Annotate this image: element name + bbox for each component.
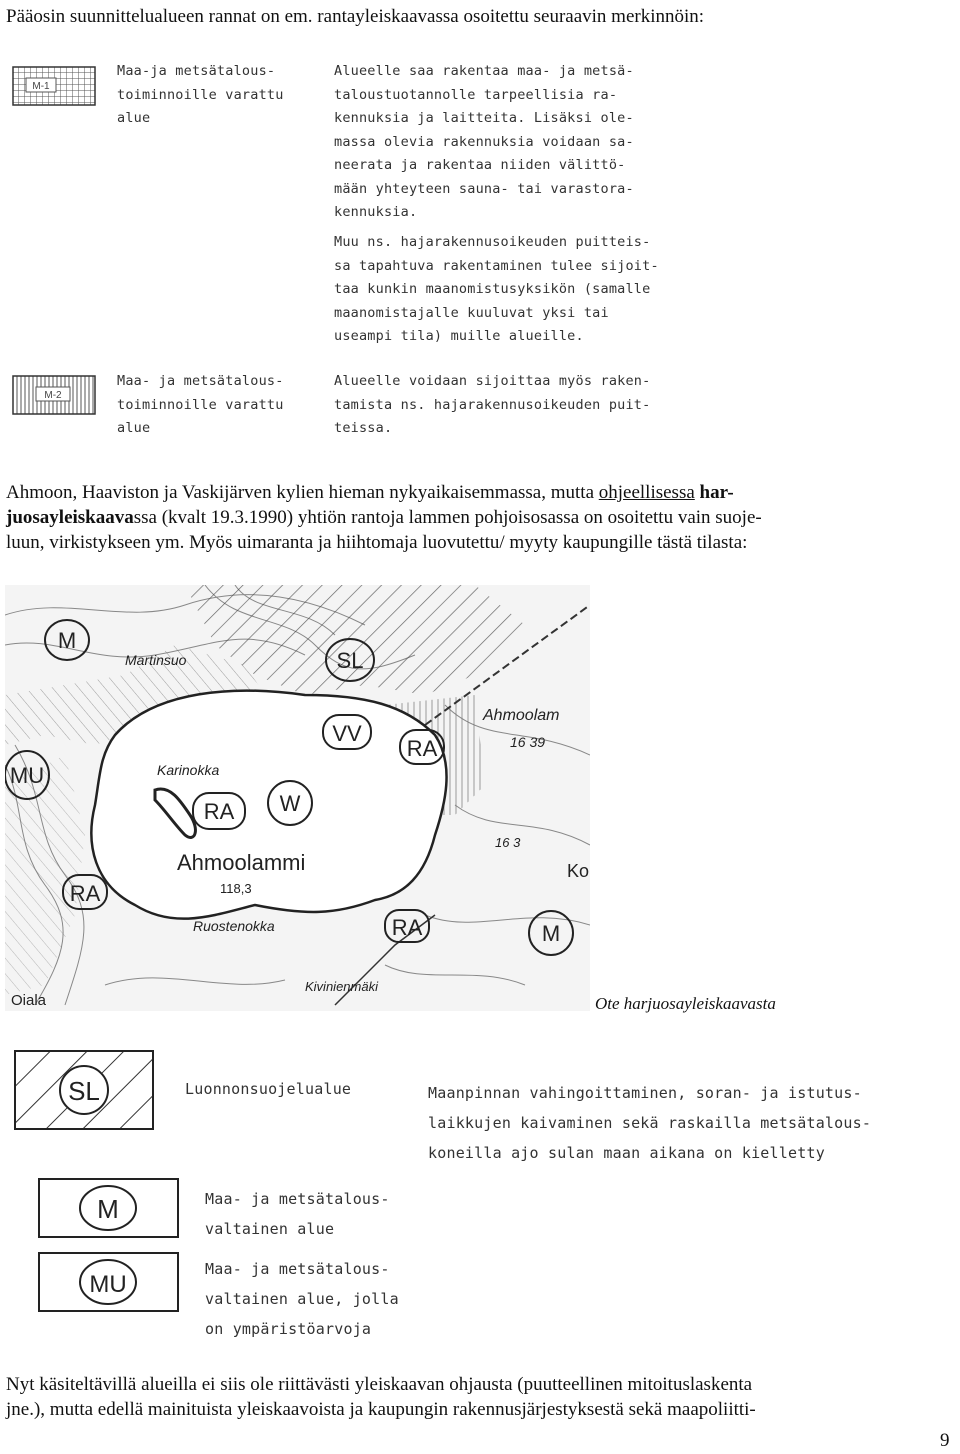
legend-m1-description-2 — [334, 231, 659, 349]
legend-m2-desc-line: tamista ns. hajarakennusoikeuden puit- — [334, 396, 651, 413]
paragraph-1-line3: luun, virkistykseen ym. Myös uimaranta ja hiihtomaja luovutettu/ myyty kaupungille tästä tilasta: — [6, 532, 748, 553]
legend-m1-desc2-line: maanomistajalle kuuluvat yksi tai — [334, 304, 609, 321]
legend-m1-name — [117, 60, 284, 131]
legend-m1-desc2-line: useampi tila) muille alueille. — [334, 328, 584, 344]
paragraph-1-bold-b: juosayleiskaava — [6, 507, 134, 528]
paragraph-1-underlined: ohjeellisessa — [598, 482, 695, 503]
map-label-karinokka: Karinokka — [157, 762, 220, 778]
legend-m2-name — [117, 370, 284, 441]
legend-m2-name-line: Maa- ja metsätalous- — [117, 373, 284, 389]
legend-m1-desc-line: Alueelle saa rakentaa maa- ja metsä- — [334, 63, 634, 79]
legend-m1-name-line: toiminnoille varattu — [117, 86, 284, 103]
plan-map — [5, 585, 590, 1011]
paragraph-1-text-a: Ahmoon, Haaviston ja Vaskijärven kylien hieman nykyaikaisemmassa, mutta — [6, 482, 599, 503]
intro-line: Pääosin suunnittelualueen rannat on em. rantayleiskaavassa osoitettu seuraavin merkinnöin: — [6, 6, 705, 27]
legend-m-symbol — [38, 1178, 179, 1238]
map-label-ahmoolam: Ahmoolam — [483, 707, 560, 724]
legend-m1-code: M-1 — [32, 81, 50, 92]
map-code-sl: SL — [336, 648, 364, 673]
legend-m1-desc-line: neerata ja rakentaa niiden välittö- — [334, 157, 626, 173]
legend-m1-symbol — [12, 66, 96, 106]
legend-m1-desc2-line: Muu ns. hajarakennusoikeuden puitteis- — [334, 234, 651, 250]
legend-sl-code: SL — [68, 1076, 100, 1106]
legend-m-name-line: Maa- ja metsätalous- — [205, 1190, 390, 1208]
legend-sl-name: Luonnonsuojelualue — [185, 1080, 352, 1098]
map-label-kivinienmaki: Kivinienmäki — [305, 979, 378, 994]
page-number: 9 — [940, 1430, 950, 1451]
legend-m1-desc-line: mään yhteyteen sauna- tai varastora- — [334, 180, 634, 197]
legend-sl-desc-line: laikkujen kaivaminen sekä raskailla metsätalous- — [428, 1114, 872, 1132]
legend-m1-desc2-line: sa tapahtuva rakentaminen tulee sijoit- — [334, 257, 659, 274]
legend-sl-desc-line: Maanpinnan vahingoittaminen, soran- ja istutus- — [428, 1084, 862, 1102]
legend-m1-description — [334, 60, 634, 225]
map-label-martinsuo: Martinsuo — [125, 652, 187, 668]
paragraph-2-line1: Nyt käsiteltävillä alueilla ei siis ole riittävästi yleiskaavan ohjausta (puutteellinen mitoituslaskenta — [6, 1374, 753, 1395]
map-code-m-right: M — [541, 921, 561, 946]
legend-mu-name — [205, 1254, 399, 1344]
legend-m2-symbol — [12, 375, 96, 415]
map-code-vv: VV — [332, 721, 362, 746]
map-label-ko: Ko — [567, 861, 590, 881]
legend-m2-name-line: toiminnoille varattu — [117, 396, 284, 413]
map-label-lake: Ahmoolammi — [177, 850, 306, 875]
legend-m1-desc-line: taloustuotannolle tarpeellisia ra- — [334, 86, 618, 103]
map-code-ra-3: RA — [69, 881, 101, 906]
legend-m1-desc-line: kennuksia. — [334, 204, 418, 220]
paragraph-1 — [6, 480, 956, 555]
map-code-mu: MU — [9, 763, 45, 788]
paragraph-1-bold-a: har- — [694, 482, 734, 503]
map-code-ra-2: RA — [203, 799, 235, 824]
legend-m-name-line: valtainen alue — [205, 1220, 335, 1238]
legend-m-code: M — [97, 1194, 119, 1224]
paragraph-1-line2: ssa (kvalt 19.3.1990) yhtiön rantoja lammen pohjoisosassa on osoitettu vain suoje- — [133, 507, 762, 528]
map-label-road-number-2: 16 3 — [495, 835, 521, 850]
legend-mu-symbol — [38, 1252, 179, 1312]
map-code-m-top: M — [57, 628, 77, 653]
legend-m2-description — [334, 370, 650, 441]
paragraph-2-line2: jne.), mutta edellä mainituista yleiskaavoista ja kaupungin rakennusjärjestyksestä sekä maapoliitti- — [6, 1399, 756, 1420]
map-code-ra-4: RA — [391, 915, 423, 940]
legend-mu-code: MU — [89, 1271, 127, 1298]
legend-sl-symbol — [14, 1050, 154, 1130]
map-code-w: W — [279, 791, 301, 816]
map-caption: Ote harjuosayleiskaavasta — [595, 994, 776, 1013]
legend-m1-desc-line: massa olevia rakennuksia voidaan sa- — [334, 133, 634, 150]
legend-m1-name-line: alue — [117, 110, 151, 126]
legend-mu-name-line: valtainen alue, jolla — [205, 1290, 399, 1308]
legend-sl-description — [428, 1078, 871, 1168]
legend-m-name — [205, 1184, 390, 1244]
map-label-road-number: 16 39 — [510, 734, 546, 750]
map-label-lake-level: 118,3 — [220, 881, 252, 896]
paragraph-2 — [6, 1372, 956, 1422]
legend-m2-desc-line: Alueelle voidaan sijoittaa myös raken- — [334, 373, 651, 389]
legend-mu-name-line: Maa- ja metsätalous- — [205, 1260, 390, 1278]
legend-m1-desc-line: kennuksia ja laitteita. Lisäksi ole- — [334, 110, 634, 126]
legend-m1-name-line: Maa-ja metsätalous- — [117, 63, 276, 79]
legend-sl-desc-line: koneilla ajo sulan maan aikana on kielletty — [428, 1144, 825, 1162]
legend-m2-name-line: alue — [117, 420, 151, 436]
map-label-oiala: Oiala — [11, 992, 47, 1009]
legend-mu-name-line: on ympäristöarvoja — [205, 1320, 372, 1338]
map-code-ra-1: RA — [406, 736, 438, 761]
legend-m2-desc-line: teissa. — [334, 420, 393, 436]
legend-m1-desc2-line: taa kunkin maanomistusyksikön (samalle — [334, 281, 651, 297]
map-label-ruostenokka: Ruostenokka — [193, 918, 275, 934]
legend-m2-code: M-2 — [44, 390, 62, 401]
